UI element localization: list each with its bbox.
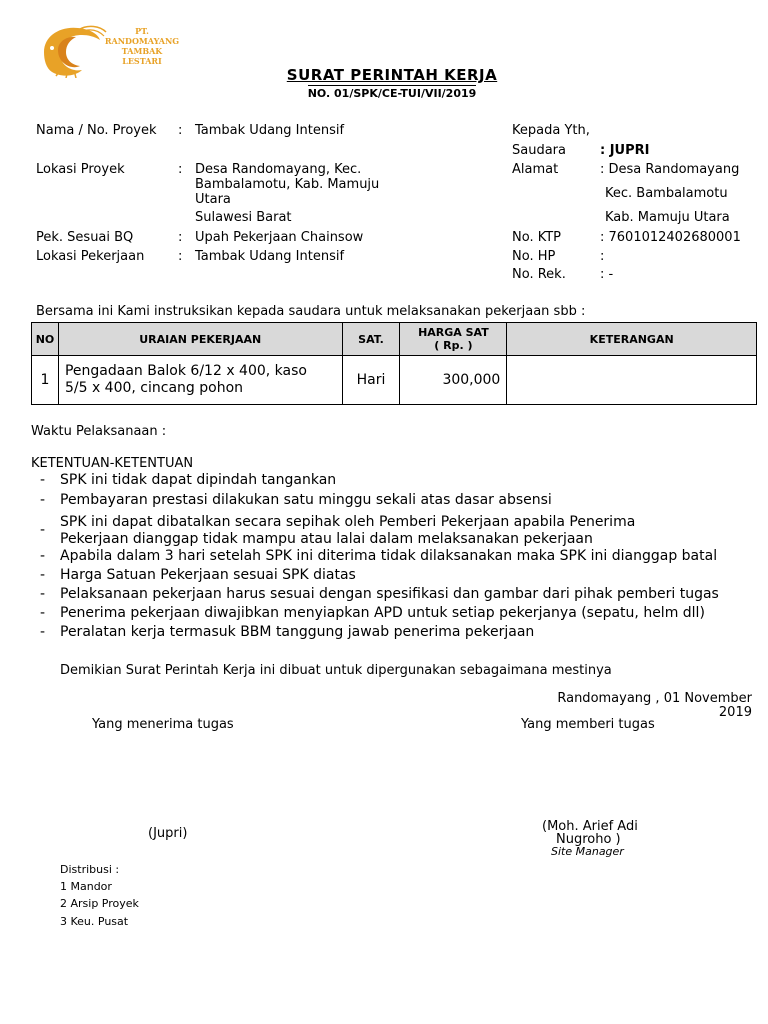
list-item: - SPK ini tidak dapat dipindah tangankan xyxy=(40,472,337,488)
cell-no: 1 xyxy=(32,356,59,405)
company-logo-text xyxy=(92,26,192,66)
rek-label: No. Rek. xyxy=(512,267,566,282)
alamat-line-1: : Desa Randomayang xyxy=(600,162,740,177)
distribusi-item: 2 Arsip Proyek xyxy=(60,897,139,910)
hp-label: No. HP xyxy=(512,249,556,264)
table-row xyxy=(32,356,757,405)
cell-harga: 300,000 xyxy=(400,356,507,405)
header-sat: SAT. xyxy=(342,323,400,356)
project-bq-value: Upah Pekerjaan Chainsow xyxy=(195,230,364,245)
project-location-value: Desa Randomayang, Kec. Bambalamotu, Kab. Mamuju Utara xyxy=(195,162,380,207)
document-number: NO. 01/SPK/CE-TUI/VII/2019 xyxy=(307,87,477,100)
list-item: - Apabila dalam 3 hari setelah SPK ini diterima tidak dilaksanakan maka SPK ini dianggap batal xyxy=(40,548,718,564)
alamat-line-3: Kab. Mamuju Utara xyxy=(605,210,730,225)
logo-line: TAMBAK xyxy=(121,46,163,56)
table-header-row xyxy=(32,323,757,356)
intro-text: Bersama ini Kami instruksikan kepada saudara untuk melaksanakan pekerjaan sbb : xyxy=(36,304,586,319)
list-item: - SPK ini dapat dibatalkan secara sepihak oleh Pemberi Pekerjaan apabila Penerima Pekerjaan dianggap tidak mampu atau lalai dalam melaksanakan pekerjaan xyxy=(40,514,636,547)
list-item: - Pelaksanaan pekerjaan harus sesuai dengan spesifikasi dan gambar dari pihak pemberi tugas xyxy=(40,586,719,602)
logo-line: RANDOMAYANG xyxy=(104,36,180,46)
distribusi-title: Distribusi : xyxy=(60,863,120,876)
logo-line: PT. xyxy=(135,26,149,36)
rek-value: : - xyxy=(600,267,614,282)
colon: : xyxy=(178,230,183,245)
work-location-label: Lokasi Pekerjaan xyxy=(36,249,145,264)
colon: : xyxy=(178,162,183,177)
cell-keterangan xyxy=(507,356,757,405)
distribusi-item: 1 Mandor xyxy=(60,880,112,893)
recipient-to-label: Kepada Yth, xyxy=(512,123,590,138)
receiver-label: Yang menerima tugas xyxy=(92,717,234,732)
ketentuan-list xyxy=(40,472,768,643)
list-item: - Penerima pekerjaan diwajibkan menyiapkan APD untuk setiap pekerjanya (sepatu, helm dll) xyxy=(40,605,705,621)
ktp-value: : 7601012402680001 xyxy=(600,230,741,245)
alamat-line-2: Kec. Bambalamotu xyxy=(605,186,728,201)
header-no: NO xyxy=(32,323,59,356)
ktp-label: No. KTP xyxy=(512,230,562,245)
logo-line: LESTARI xyxy=(122,56,162,66)
hp-value: : xyxy=(600,249,605,264)
header-uraian: URAIAN PEKERJAAN xyxy=(58,323,342,356)
closing-text: Demikian Surat Perintah Kerja ini dibuat untuk dipergunakan sebagaimana mestinya xyxy=(60,663,612,678)
header-keterangan: KETERANGAN xyxy=(507,323,757,356)
colon: : xyxy=(178,123,183,138)
waktu-label: Waktu Pelaksanaan : xyxy=(31,424,167,439)
list-item: - Peralatan kerja termasuk BBM tanggung jawab penerima pekerjaan xyxy=(40,624,535,640)
alamat-label: Alamat xyxy=(512,162,559,177)
cell-sat: Hari xyxy=(342,356,400,405)
colon: : xyxy=(178,249,183,264)
list-item: - Harga Satuan Pekerjaan sesuai SPK diatas xyxy=(40,567,356,583)
cell-uraian: Pengadaan Balok 6/12 x 400, kaso 5/5 x 400, cincang pohon xyxy=(58,356,342,405)
project-name-value: Tambak Udang Intensif xyxy=(195,123,345,138)
distribusi-item: 3 Keu. Pusat xyxy=(60,915,129,928)
document-title: SURAT PERINTAH KERJA xyxy=(286,66,498,84)
project-location-label: Lokasi Proyek xyxy=(36,162,125,177)
giver-title: Site Manager xyxy=(551,845,624,858)
header-harga: HARGA SAT ( Rp. ) xyxy=(400,323,507,356)
giver-label: Yang memberi tugas xyxy=(521,717,655,732)
work-location-value: Tambak Udang Intensif xyxy=(195,249,345,264)
receiver-name: (Jupri) xyxy=(148,826,188,841)
project-bq-label: Pek. Sesuai BQ xyxy=(36,230,134,245)
place-date: Randomayang , 01 November 2019 xyxy=(557,691,752,720)
list-item: - Pembayaran prestasi dilakukan satu minggu sekali atas dasar absensi xyxy=(40,492,552,508)
project-location-extra: Sulawesi Barat xyxy=(195,210,292,225)
giver-name: (Moh. Arief Adi Nugroho ) xyxy=(542,819,638,847)
project-name-label: Nama / No. Proyek xyxy=(36,123,157,138)
ketentuan-title: KETENTUAN-KETENTUAN xyxy=(31,456,194,471)
saudara-label: Saudara xyxy=(512,143,566,158)
work-table xyxy=(31,322,757,405)
saudara-value: : JUPRI xyxy=(600,143,650,158)
